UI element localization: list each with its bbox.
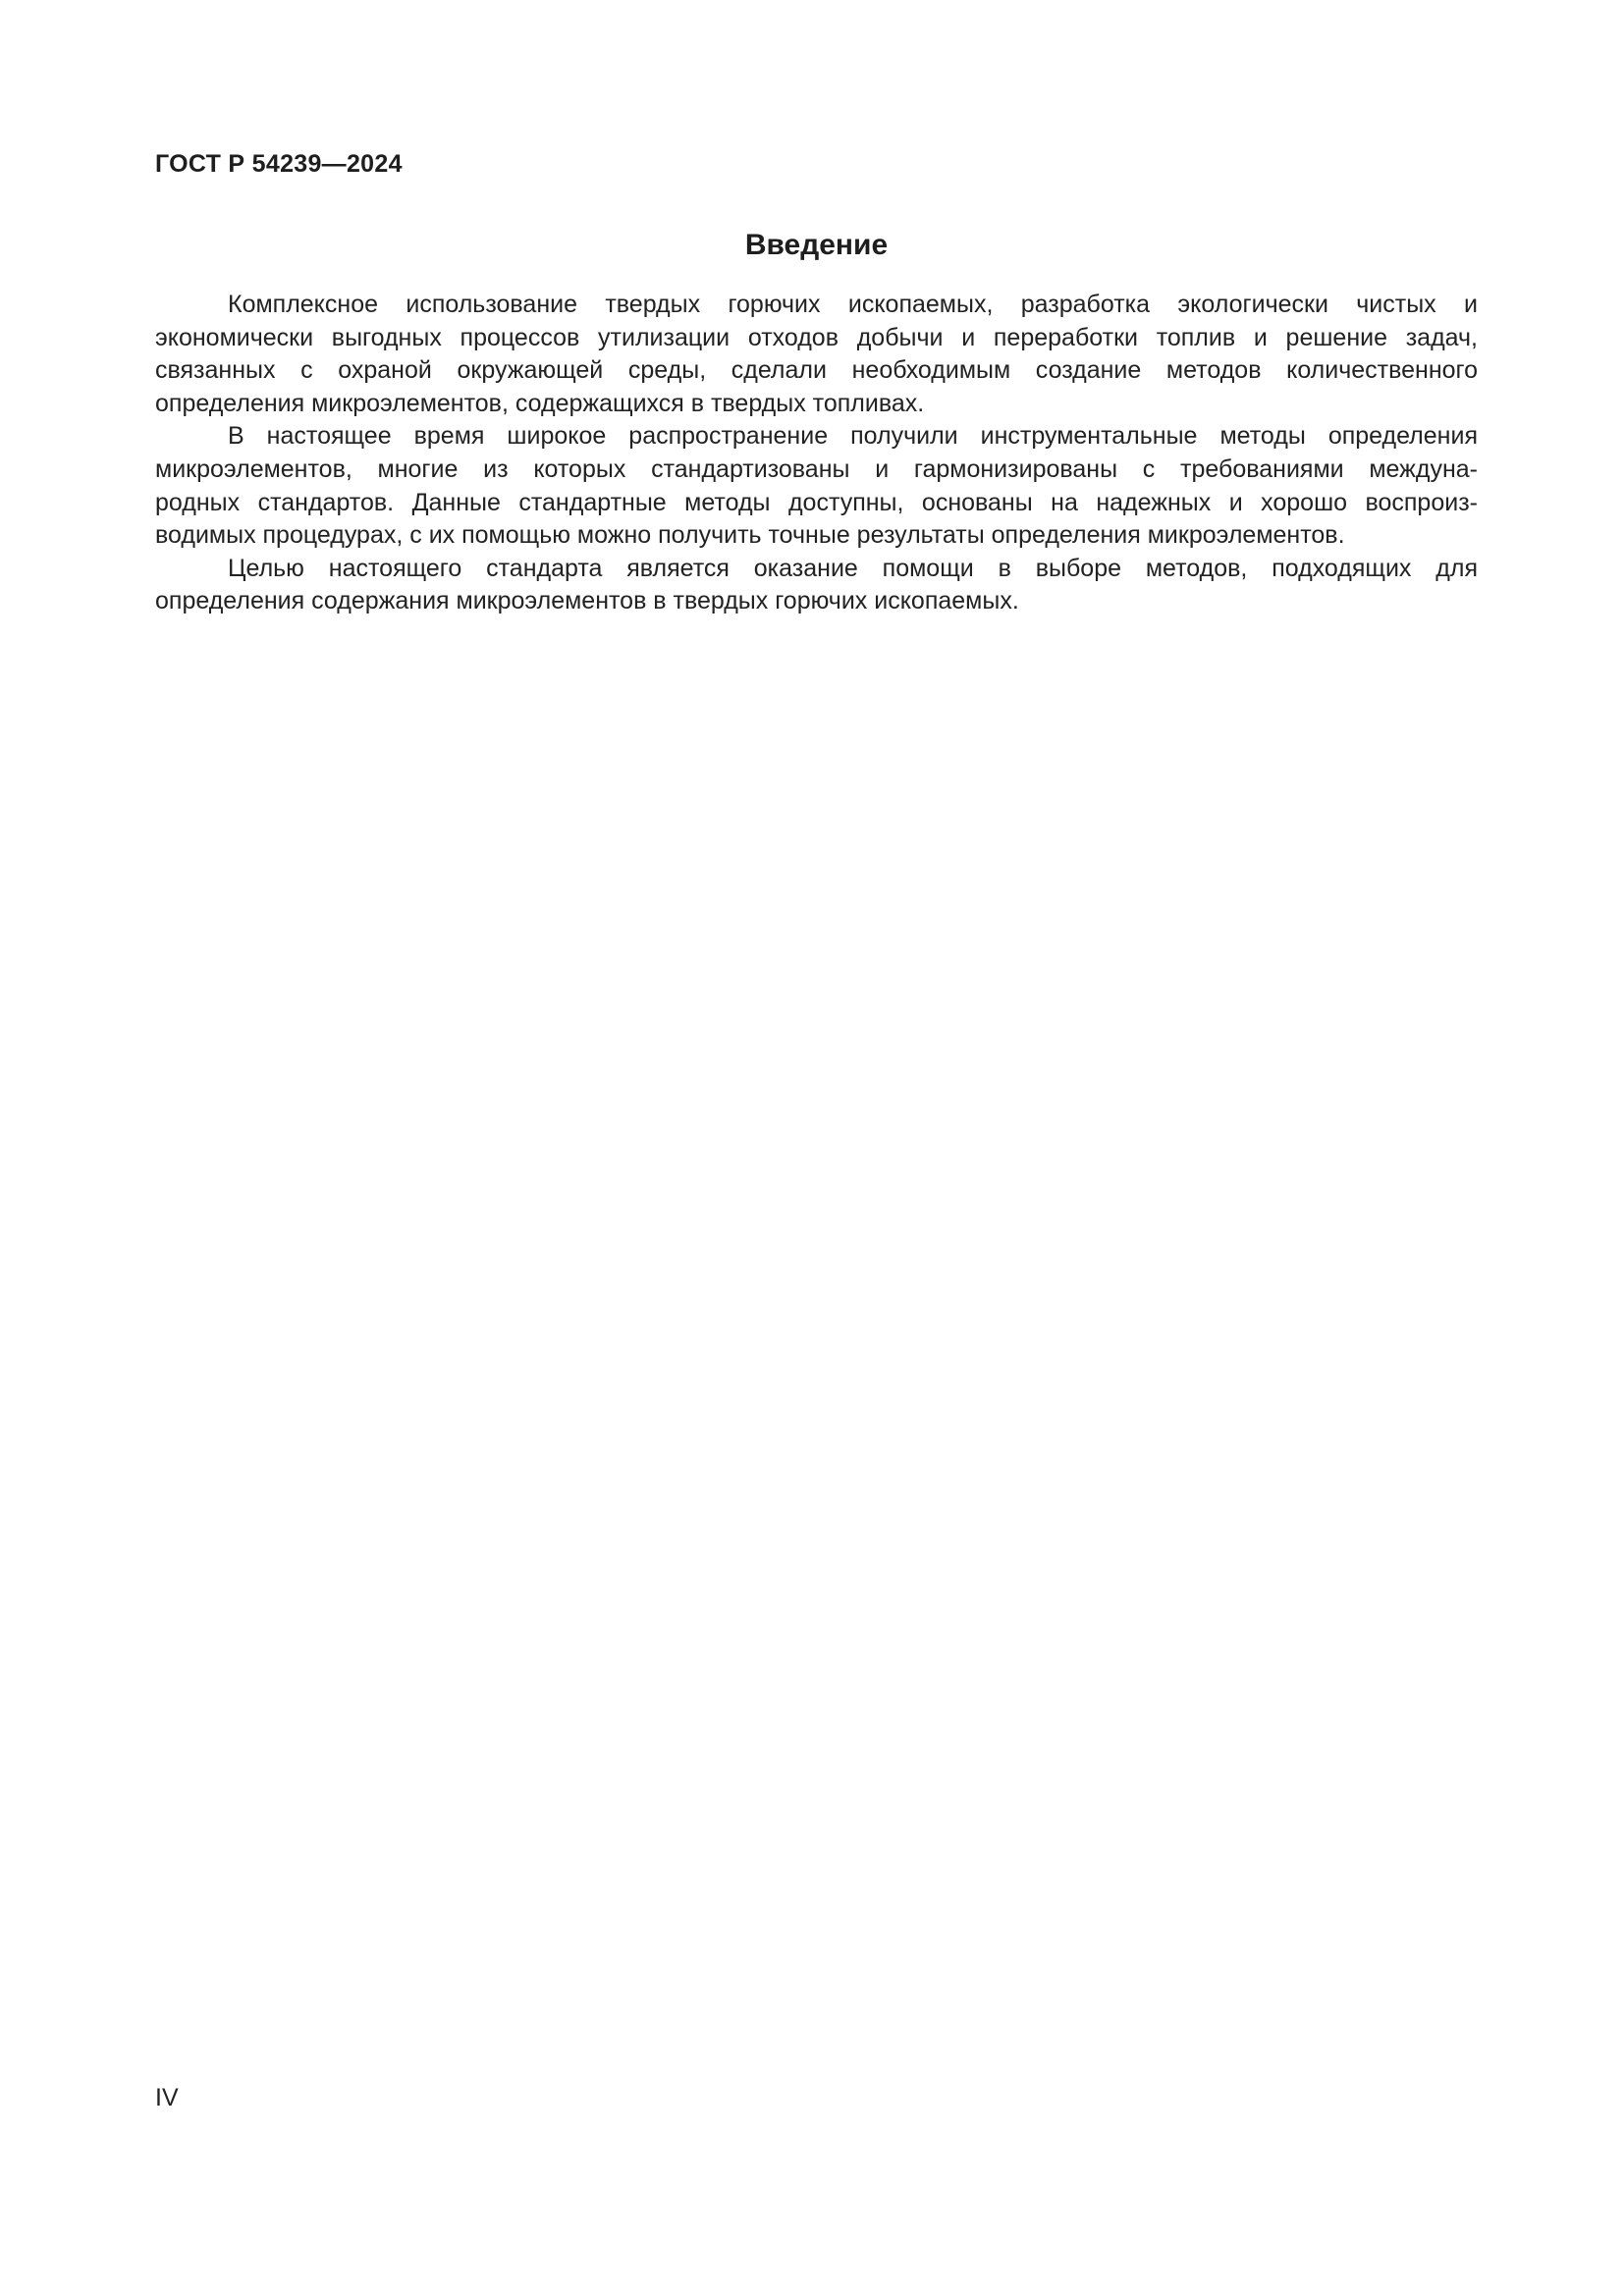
paragraph-line: Целью настоящего стандарта является оказание помощи в выборе методов, подходящих для <box>228 554 1478 582</box>
paragraph-1 <box>155 289 1478 420</box>
paragraph-line: определения микроэлементов, содержащихся в твердых топливах. <box>155 389 925 417</box>
paragraph-line: экономически выгодных процессов утилизации отходов добычи и переработки топлив и решение задач, <box>155 323 1478 351</box>
paragraph-line: определения содержания микроэлементов в твердых горючих ископаемых. <box>155 587 1019 615</box>
paragraph-line: связанных с охраной окружающей среды, сделали необходимым создание методов количественного <box>155 356 1478 385</box>
page-number: IV <box>155 2084 179 2111</box>
document-standard-header: ГОСТ Р 54239—2024 <box>155 150 403 178</box>
paragraph-3 <box>155 553 1478 618</box>
paragraph-line: водимых процедурах, с их помощью можно получить точные результаты определения микроэлементов. <box>155 521 1345 550</box>
paragraph-line: В настоящее время широкое распространение получили инструментальные методы определения <box>228 422 1478 451</box>
paragraph-line: микроэлементов, многие из которых стандартизованы и гармонизированы с требованиями междуна- <box>155 454 1478 483</box>
paragraph-line: родных стандартов. Данные стандартные методы доступны, основаны на надежных и хорошо воспроиз- <box>155 488 1478 516</box>
document-body <box>155 289 1478 618</box>
paragraph-line: Комплексное использование твердых горючих ископаемых, разработка экологически чистых и <box>228 291 1478 318</box>
paragraph-2 <box>155 420 1478 552</box>
section-title: Введение <box>744 229 889 261</box>
